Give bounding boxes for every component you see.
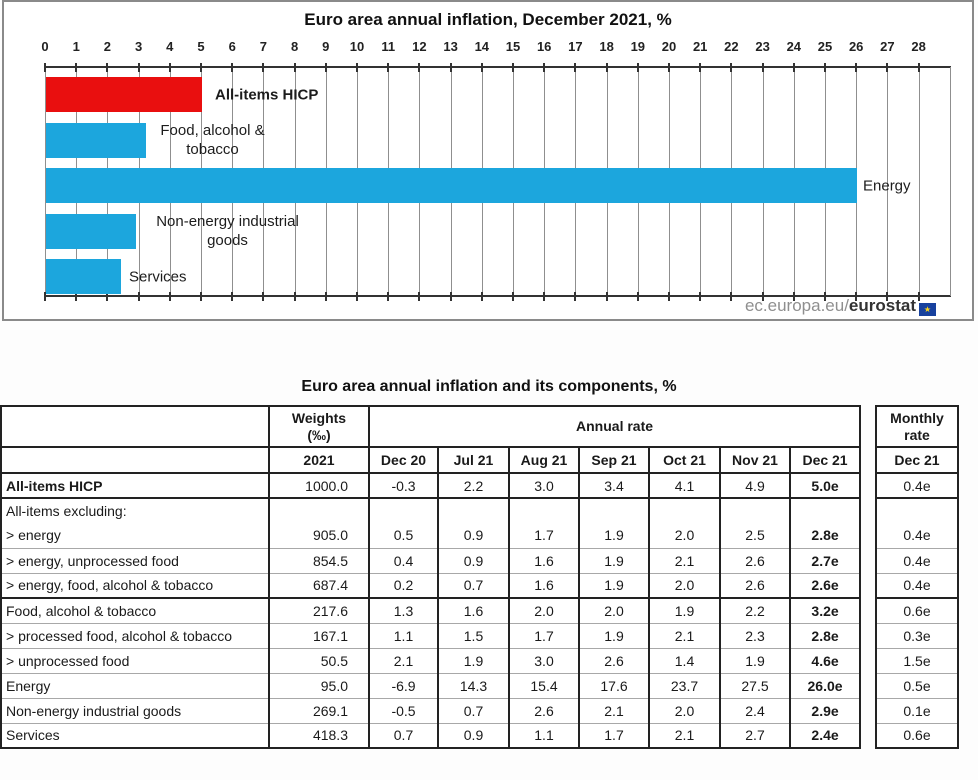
rate-cell: 3.2e — [790, 598, 860, 623]
axis-tick — [262, 63, 264, 72]
header-empty-cell — [1, 406, 269, 447]
rate-cell: 2.2 — [720, 598, 790, 623]
x-axis-line-top — [45, 66, 951, 68]
rate-cell: 2.6 — [720, 548, 790, 573]
axis-tick — [44, 63, 46, 72]
monthly-table-body — [876, 473, 958, 748]
bar-label: All-items HICP — [215, 86, 319, 103]
rate-cell: 1.6 — [509, 573, 579, 598]
axis-tick — [356, 63, 358, 72]
rate-cell — [579, 498, 649, 523]
monthly-table-row — [876, 523, 958, 548]
axis-tick — [169, 63, 171, 72]
monthly-rate-cell: 0.3e — [876, 623, 958, 648]
axis-tick — [512, 63, 514, 72]
header-monthly-rate: Monthly rate — [876, 406, 958, 447]
bar-label: Food, alcohol & tobacco — [160, 122, 265, 158]
rate-cell: 14.3 — [438, 673, 509, 698]
row-label: Energy — [1, 673, 269, 698]
axis-tick — [574, 292, 576, 301]
monthly-table-row — [876, 673, 958, 698]
rate-cell: 1.4 — [649, 648, 720, 673]
axis-tick — [481, 63, 483, 72]
monthly-table-row — [876, 573, 958, 598]
monthly-rate-cell: 1.5e — [876, 648, 958, 673]
rate-cell: 1.3 — [369, 598, 438, 623]
header-year: 2021 — [269, 447, 369, 473]
rate-cell: -0.5 — [369, 698, 438, 723]
rate-cell: 23.7 — [649, 673, 720, 698]
rate-cell: 0.5 — [369, 523, 438, 548]
axis-tick — [543, 292, 545, 301]
row-label: > energy, food, alcohol & tobacco — [1, 573, 269, 598]
rate-cell: 15.4 — [509, 673, 579, 698]
rate-cell: 1.1 — [509, 723, 579, 748]
monthly-table-row — [876, 723, 958, 748]
header-month: Dec 20 — [369, 447, 438, 473]
x-tick-label: 7 — [259, 39, 268, 54]
monthly-rate-cell: 0.6e — [876, 598, 958, 623]
rate-cell: 1.9 — [579, 523, 649, 548]
axis-tick — [512, 292, 514, 301]
inflation-table-body — [1, 473, 860, 748]
table-row — [1, 498, 860, 523]
rate-cell: 4.9 — [720, 473, 790, 498]
gridline — [919, 67, 920, 296]
axis-tick — [793, 63, 795, 72]
axis-tick — [325, 292, 327, 301]
rate-cell: -0.3 — [369, 473, 438, 498]
axis-tick — [699, 292, 701, 301]
weight-cell: 95.0 — [269, 673, 369, 698]
rate-cell: 2.1 — [369, 648, 438, 673]
rate-cell: 2.3 — [720, 623, 790, 648]
rate-cell: 27.5 — [720, 673, 790, 698]
bar-energy — [46, 168, 857, 203]
monthly-table-row — [876, 498, 958, 523]
rate-cell: 2.2 — [438, 473, 509, 498]
rate-cell: 1.7 — [509, 523, 579, 548]
rate-cell: 1.7 — [509, 623, 579, 648]
row-label: > energy — [1, 523, 269, 548]
table-row — [1, 623, 860, 648]
weight-cell: 269.1 — [269, 698, 369, 723]
rate-cell: 0.7 — [369, 723, 438, 748]
weight-cell: 50.5 — [269, 648, 369, 673]
rate-cell: 3.4 — [579, 473, 649, 498]
rate-cell: 2.0 — [649, 573, 720, 598]
x-tick-label: 14 — [474, 39, 490, 54]
rate-cell — [509, 498, 579, 523]
rate-cell: 2.1 — [649, 623, 720, 648]
row-label: > unprocessed food — [1, 648, 269, 673]
rate-cell: -6.9 — [369, 673, 438, 698]
rate-cell: 0.2 — [369, 573, 438, 598]
x-tick-label: 2 — [103, 39, 112, 54]
axis-tick — [138, 63, 140, 72]
rate-cell: 2.1 — [579, 698, 649, 723]
weight-cell: 1000.0 — [269, 473, 369, 498]
rate-cell: 2.0 — [579, 598, 649, 623]
axis-tick — [294, 63, 296, 72]
header-month: Oct 21 — [649, 447, 720, 473]
axis-tick — [699, 63, 701, 72]
axis-tick — [886, 63, 888, 72]
rate-cell: 2.7 — [720, 723, 790, 748]
bar-services — [46, 259, 121, 294]
rate-cell: 0.9 — [438, 548, 509, 573]
axis-tick — [481, 292, 483, 301]
rate-cell: 2.1 — [649, 548, 720, 573]
rate-cell: 3.0 — [509, 473, 579, 498]
monthly-rate-cell: 0.1e — [876, 698, 958, 723]
rate-cell: 2.9e — [790, 698, 860, 723]
axis-tick — [762, 63, 764, 72]
table-row — [1, 473, 860, 498]
x-tick-label: 13 — [443, 39, 458, 54]
rate-cell: 1.9 — [649, 598, 720, 623]
table-row — [1, 548, 860, 573]
rate-cell — [720, 498, 790, 523]
bar-non-energy-industrial-goods — [46, 214, 136, 249]
weight-cell — [269, 498, 369, 523]
table-row — [1, 673, 860, 698]
x-tick-label: 26 — [848, 39, 864, 54]
axis-tick — [918, 63, 920, 72]
rate-cell: 1.9 — [438, 648, 509, 673]
row-label: Services — [1, 723, 269, 748]
header-month: Sep 21 — [579, 447, 649, 473]
x-tick-label: 19 — [630, 39, 646, 54]
x-tick-label: 1 — [72, 39, 80, 54]
header-annual-rate: Annual rate — [369, 406, 860, 447]
x-tick-label: 25 — [817, 39, 833, 54]
rate-cell — [438, 498, 509, 523]
rate-cell: 1.9 — [579, 548, 649, 573]
rate-cell: 2.1 — [649, 723, 720, 748]
axis-tick — [138, 292, 140, 301]
rate-cell — [790, 498, 860, 523]
table-title: Euro area annual inflation and its components, % — [301, 378, 677, 395]
rate-cell: 2.0 — [509, 598, 579, 623]
chart-title: Euro area annual inflation, December 2021, % — [304, 10, 672, 29]
axis-tick — [387, 292, 389, 301]
monthly-rate-cell: 0.4e — [876, 548, 958, 573]
monthly-table-row — [876, 648, 958, 673]
rate-cell: 4.1 — [649, 473, 720, 498]
axis-tick — [169, 292, 171, 301]
table-row — [1, 573, 860, 598]
row-label: Food, alcohol & tobacco — [1, 598, 269, 623]
rate-cell: 2.6 — [509, 698, 579, 723]
axis-tick — [418, 63, 420, 72]
axis-tick — [418, 292, 420, 301]
rate-cell: 4.6e — [790, 648, 860, 673]
monthly-table-row — [876, 473, 958, 498]
monthly-header-row-1 — [876, 406, 958, 447]
axis-tick — [231, 63, 233, 72]
rate-cell: 1.9 — [579, 573, 649, 598]
monthly-rate-cell: 0.5e — [876, 673, 958, 698]
x-tick-label: 23 — [755, 39, 770, 54]
monthly-table-row — [876, 698, 958, 723]
table-header-row-2 — [1, 447, 860, 473]
axis-tick — [262, 292, 264, 301]
header-month: Nov 21 — [720, 447, 790, 473]
inflation-table — [0, 405, 861, 749]
axis-tick — [294, 292, 296, 301]
x-tick-label: 4 — [166, 39, 174, 54]
axis-tick — [730, 292, 732, 301]
x-tick-label: 10 — [349, 39, 365, 54]
table-header-row-1 — [1, 406, 860, 447]
weight-cell: 854.5 — [269, 548, 369, 573]
axis-tick — [200, 63, 202, 72]
axis-tick — [75, 63, 77, 72]
row-label: All-items excluding: — [1, 498, 269, 523]
rate-cell: 1.6 — [509, 548, 579, 573]
axis-tick — [325, 63, 327, 72]
rate-cell: 0.9 — [438, 723, 509, 748]
x-tick-label: 6 — [228, 39, 236, 54]
table-row — [1, 523, 860, 548]
x-tick-label: 16 — [536, 39, 552, 54]
rate-cell: 0.4 — [369, 548, 438, 573]
axis-tick — [450, 63, 452, 72]
header-weights — [269, 406, 369, 447]
weight-cell: 687.4 — [269, 573, 369, 598]
eurostat-brand: eurostat — [848, 296, 916, 315]
monthly-rate-cell: 0.4e — [876, 523, 958, 548]
rate-cell: 0.9 — [438, 523, 509, 548]
header-month: Dec 21 — [790, 447, 860, 473]
monthly-table-row — [876, 623, 958, 648]
axis-tick — [387, 63, 389, 72]
axis-tick — [106, 63, 108, 72]
rate-cell: 2.8e — [790, 623, 860, 648]
rate-cell: 0.7 — [438, 698, 509, 723]
monthly-rate-cell: 0.4e — [876, 473, 958, 498]
row-label: All-items HICP — [1, 473, 269, 498]
monthly-rate-table — [875, 405, 959, 749]
bar-all-items-hicp — [46, 77, 202, 112]
monthly-rate-cell — [876, 498, 958, 523]
weight-cell: 905.0 — [269, 523, 369, 548]
axis-tick — [200, 292, 202, 301]
rate-cell: 2.4 — [720, 698, 790, 723]
rate-cell — [649, 498, 720, 523]
monthly-table-row — [876, 548, 958, 573]
rate-cell — [369, 498, 438, 523]
table-row — [1, 698, 860, 723]
x-tick-label: 12 — [412, 39, 427, 54]
rate-cell: 2.4e — [790, 723, 860, 748]
rate-cell: 2.0 — [649, 698, 720, 723]
x-tick-label: 8 — [290, 39, 299, 54]
rate-cell: 1.6 — [438, 598, 509, 623]
x-tick-label: 11 — [381, 39, 396, 54]
axis-tick — [574, 63, 576, 72]
header-month: Jul 21 — [438, 447, 509, 473]
axis-tick — [637, 63, 639, 72]
table-row — [1, 723, 860, 748]
x-axis-labels — [4, 2, 972, 62]
rate-cell: 2.6 — [720, 573, 790, 598]
rate-cell: 3.0 — [509, 648, 579, 673]
axis-tick — [356, 292, 358, 301]
x-tick-label: 17 — [568, 39, 583, 54]
axis-tick — [231, 292, 233, 301]
rate-cell: 1.1 — [369, 623, 438, 648]
rate-cell: 1.9 — [579, 623, 649, 648]
header-monthly-month: Dec 21 — [876, 447, 958, 473]
monthly-rate-cell: 0.4e — [876, 573, 958, 598]
axis-tick — [668, 292, 670, 301]
axis-tick — [637, 292, 639, 301]
axis-tick — [543, 63, 545, 72]
x-tick-label: 5 — [197, 39, 205, 54]
weights-label: Weights — [291, 409, 347, 426]
axis-tick — [450, 292, 452, 301]
monthly-header-row-2 — [876, 447, 958, 473]
x-tick-label: 18 — [599, 39, 614, 54]
header-month: Aug 21 — [509, 447, 579, 473]
monthly-table-row — [876, 598, 958, 623]
gridline — [950, 67, 951, 296]
rate-cell: 2.6e — [790, 573, 860, 598]
eurostat-url-prefix: ec.europa.eu/ — [744, 296, 849, 315]
axis-tick — [824, 63, 826, 72]
x-tick-label: 28 — [911, 39, 926, 54]
rate-cell: 17.6 — [579, 673, 649, 698]
x-tick-label: 27 — [880, 39, 895, 54]
x-tick-label: 22 — [724, 39, 739, 54]
x-tick-label: 20 — [661, 39, 677, 54]
weight-cell: 167.1 — [269, 623, 369, 648]
row-label: > energy, unprocessed food — [1, 548, 269, 573]
inflation-bar-chart — [2, 0, 974, 321]
x-tick-label: 21 — [692, 39, 708, 54]
rate-cell: 1.7 — [579, 723, 649, 748]
bar-food-alcohol-tobacco — [46, 123, 146, 158]
axis-tick — [606, 292, 608, 301]
rate-cell: 26.0e — [790, 673, 860, 698]
bar-label: Energy — [863, 177, 911, 194]
weight-cell: 217.6 — [269, 598, 369, 623]
rate-cell: 2.6 — [579, 648, 649, 673]
x-tick-label: 9 — [322, 39, 330, 54]
eu-flag-icon: ★ — [919, 303, 936, 316]
table-row — [1, 598, 860, 623]
row-label: Non-energy industrial goods — [1, 698, 269, 723]
rate-cell: 2.8e — [790, 523, 860, 548]
rate-cell: 1.5 — [438, 623, 509, 648]
axis-tick — [668, 63, 670, 72]
weights-unit: (‰) — [307, 426, 331, 443]
monthly-rate-cell: 0.6e — [876, 723, 958, 748]
axis-tick — [855, 63, 857, 72]
x-tick-label: 0 — [41, 39, 49, 54]
x-tick-label: 24 — [786, 39, 802, 54]
table-row — [1, 648, 860, 673]
rate-cell: 1.9 — [720, 648, 790, 673]
weight-cell: 418.3 — [269, 723, 369, 748]
rate-cell: 2.7e — [790, 548, 860, 573]
axis-tick — [730, 63, 732, 72]
row-label: > processed food, alcohol & tobacco — [1, 623, 269, 648]
eurostat-credit — [745, 296, 936, 316]
x-tick-label: 15 — [505, 39, 521, 54]
x-tick-label: 3 — [134, 39, 143, 54]
plot-area — [45, 67, 951, 296]
rate-cell: 2.5 — [720, 523, 790, 548]
axis-tick — [606, 63, 608, 72]
bar-label: Non-energy industrial goods — [156, 213, 299, 249]
rate-cell: 0.7 — [438, 573, 509, 598]
rate-cell: 5.0e — [790, 473, 860, 498]
header-empty-cell — [1, 447, 269, 473]
rate-cell: 2.0 — [649, 523, 720, 548]
bar-label: Services — [129, 268, 187, 285]
